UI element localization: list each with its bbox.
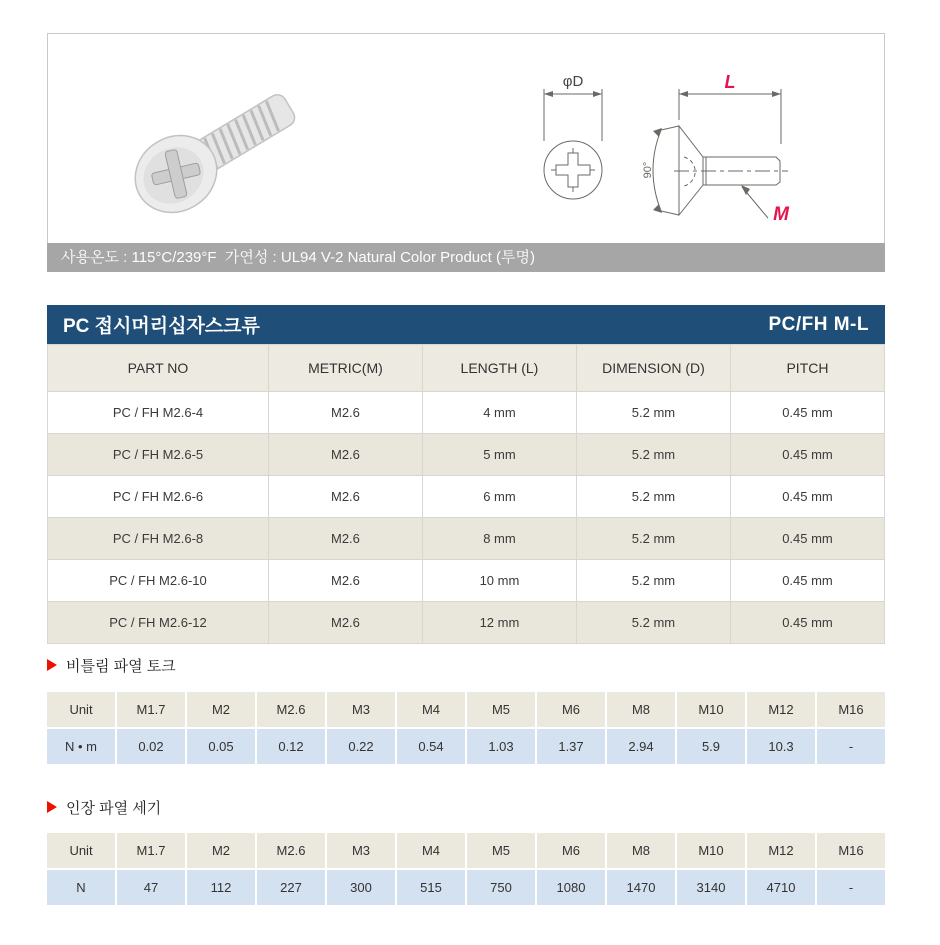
torque-col: M6: [537, 692, 605, 727]
tensile-col: M2: [187, 833, 255, 868]
tensile-col: M2.6: [257, 833, 325, 868]
col-length: LENGTH (L): [422, 345, 576, 392]
torque-col: M16: [817, 692, 885, 727]
tensile-value: 3140: [677, 870, 745, 905]
tensile-value: N: [47, 870, 115, 905]
torque-value: 0.02: [117, 729, 185, 764]
col-part-no: PART NO: [48, 345, 269, 392]
spec-header-row: [48, 345, 885, 392]
torque-value: 10.3: [747, 729, 815, 764]
col-metric: METRIC(M): [268, 345, 422, 392]
torque-value: 2.94: [607, 729, 675, 764]
product-name: PC 접시머리십자스크류: [63, 316, 260, 337]
torque-value: N • m: [47, 729, 115, 764]
tensile-col: M10: [677, 833, 745, 868]
metric-cell: M2.6: [268, 518, 422, 560]
metric-cell: M2.6: [268, 392, 422, 434]
torque-col: M12: [747, 692, 815, 727]
table-row: [48, 392, 885, 434]
red-triangle-icon: [47, 801, 57, 813]
tensile-section-title: [47, 795, 161, 819]
part-no-cell: PC / FH M2.6-6: [48, 476, 269, 518]
table-row: [48, 434, 885, 476]
torque-col: M8: [607, 692, 675, 727]
col-pitch: PITCH: [730, 345, 884, 392]
tensile-col: M8: [607, 833, 675, 868]
part-no-cell: PC / FH M2.6-5: [48, 434, 269, 476]
tensile-value: 47: [117, 870, 185, 905]
pitch-cell: 0.45 mm: [730, 392, 884, 434]
red-triangle-icon: [47, 659, 57, 671]
tensile-value: 1470: [607, 870, 675, 905]
torque-value: 0.12: [257, 729, 325, 764]
tensile-col: M3: [327, 833, 395, 868]
diameter-label: φD: [562, 73, 584, 90]
pitch-cell: 0.45 mm: [730, 476, 884, 518]
torque-col: M1.7: [117, 692, 185, 727]
pitch-cell: 0.45 mm: [730, 434, 884, 476]
tensile-table: [47, 833, 885, 905]
torque-section-title: [47, 653, 176, 677]
spec-table: [47, 344, 885, 644]
angle-label: 90°: [642, 161, 654, 179]
torque-col: M2.6: [257, 692, 325, 727]
length-cell: 10 mm: [422, 560, 576, 602]
length-cell: 4 mm: [422, 392, 576, 434]
screw-photo: [121, 74, 308, 227]
metric-cell: M2.6: [268, 476, 422, 518]
product-title-bar: [47, 305, 885, 344]
dimension-cell: 5.2 mm: [576, 434, 730, 476]
torque-value: -: [817, 729, 885, 764]
torque-col: Unit: [47, 692, 115, 727]
tensile-col: Unit: [47, 833, 115, 868]
tensile-col: M16: [817, 833, 885, 868]
table-row: [48, 560, 885, 602]
dimension-cell: 5.2 mm: [576, 560, 730, 602]
table-row: [48, 602, 885, 644]
dimension-cell: 5.2 mm: [576, 392, 730, 434]
metric-cell: M2.6: [268, 560, 422, 602]
tensile-value: 4710: [747, 870, 815, 905]
product-panel: [47, 33, 885, 244]
dimension-cell: 5.2 mm: [576, 476, 730, 518]
pitch-cell: 0.45 mm: [730, 602, 884, 644]
part-no-cell: PC / FH M2.6-10: [48, 560, 269, 602]
pitch-cell: 0.45 mm: [730, 560, 884, 602]
pitch-cell: 0.45 mm: [730, 518, 884, 560]
dimension-cell: 5.2 mm: [576, 602, 730, 644]
torque-value: 0.54: [397, 729, 465, 764]
table-row: [48, 476, 885, 518]
tensile-col: M5: [467, 833, 535, 868]
section-title-text: 비틀림 파열 토크: [66, 657, 176, 675]
tensile-col: M1.7: [117, 833, 185, 868]
dimension-cell: 5.2 mm: [576, 518, 730, 560]
torque-value: 0.05: [187, 729, 255, 764]
product-drawing-canvas: [48, 34, 884, 243]
table-row: [48, 518, 885, 560]
part-no-cell: PC / FH M2.6-8: [48, 518, 269, 560]
tensile-value: 750: [467, 870, 535, 905]
torque-col: M4: [397, 692, 465, 727]
torque-col: M2: [187, 692, 255, 727]
tensile-value: 1080: [537, 870, 605, 905]
torque-col: M10: [677, 692, 745, 727]
metric-dim-label: M: [773, 204, 789, 225]
torque-col: M3: [327, 692, 395, 727]
torque-col: M5: [467, 692, 535, 727]
side-view-drawing: [653, 89, 788, 218]
length-cell: 6 mm: [422, 476, 576, 518]
tensile-value: 515: [397, 870, 465, 905]
torque-value: 1.03: [467, 729, 535, 764]
section-title-text: 인장 파열 세기: [66, 799, 162, 817]
usage-caption: 사용온도 : 115°C/239°F 가연성 : UL94 V-2 Natural Color Product (투명): [47, 243, 885, 272]
part-no-cell: PC / FH M2.6-4: [48, 392, 269, 434]
metric-cell: M2.6: [268, 434, 422, 476]
top-view-drawing: [544, 89, 602, 199]
tensile-col: M6: [537, 833, 605, 868]
torque-table: [47, 692, 885, 764]
tensile-col: M12: [747, 833, 815, 868]
length-cell: 5 mm: [422, 434, 576, 476]
tensile-value: 227: [257, 870, 325, 905]
torque-value: 0.22: [327, 729, 395, 764]
part-no-cell: PC / FH M2.6-12: [48, 602, 269, 644]
length-cell: 12 mm: [422, 602, 576, 644]
torque-value: 1.37: [537, 729, 605, 764]
tensile-value: 300: [327, 870, 395, 905]
product-code: PC/FH M-L: [768, 313, 869, 335]
torque-value: 5.9: [677, 729, 745, 764]
metric-cell: M2.6: [268, 602, 422, 644]
tensile-col: M4: [397, 833, 465, 868]
col-dimension: DIMENSION (D): [576, 345, 730, 392]
length-cell: 8 mm: [422, 518, 576, 560]
tensile-value: 112: [187, 870, 255, 905]
length-dim-label: L: [724, 72, 736, 92]
tensile-value: -: [817, 870, 885, 905]
